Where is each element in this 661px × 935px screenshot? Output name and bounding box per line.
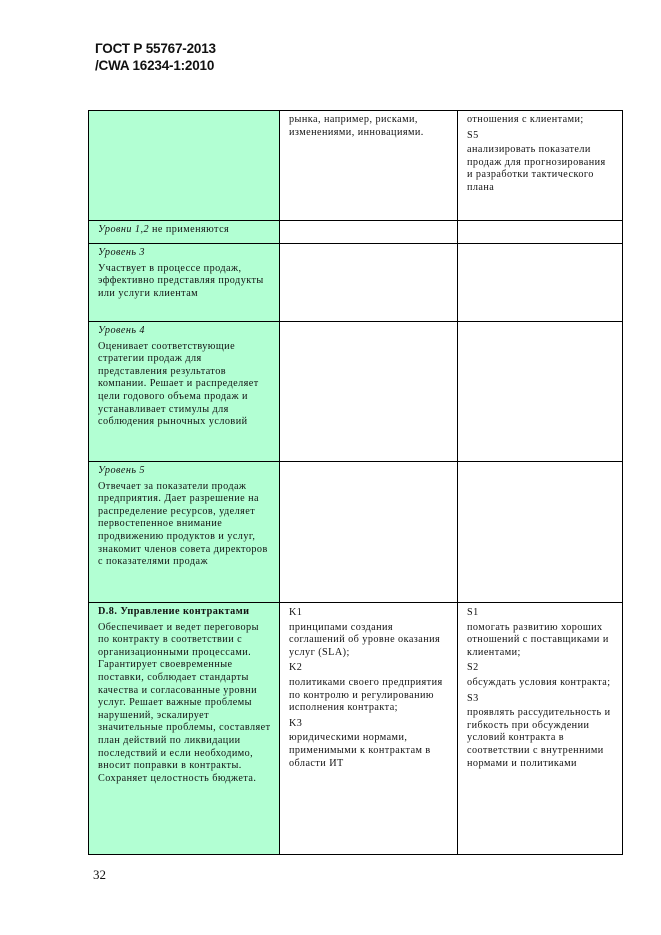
level-text: Отвечает за показатели продаж предприятия. Дает разрешение на распределение ресурсов, уделяет первостепенное внимание продвижению продуктов и услуг, знакомит членов совета директоров с показателями продаж bbox=[98, 480, 268, 568]
level-text: Оценивает соответствующие стратегии продаж для представления результатов компании. Решает и распределяет цели годового объема продаж и устанавливает стимулы для соблюдения рыночных условий bbox=[98, 340, 259, 428]
standard-number: ГОСТ Р 55767-2013 bbox=[95, 41, 216, 56]
empty-cell bbox=[280, 221, 458, 244]
skills-text: помогать развитию хороших отношений с поставщиками и клиентами; bbox=[467, 621, 609, 658]
knowledge-text: принципами создания соглашений об уровне оказания услуг (SLA); bbox=[289, 621, 441, 658]
skill-code: S2 bbox=[467, 662, 479, 674]
skills-text: обсуждать условия контракта; bbox=[467, 676, 611, 688]
competence-cell bbox=[89, 603, 280, 855]
skill-code: S5 bbox=[467, 129, 479, 141]
knowledge-text: политиками своего предприятия по контролю и регулированию исполнения контракта; bbox=[289, 676, 443, 714]
document-header bbox=[95, 40, 216, 74]
skills-text: проявлять рассудительность и гибкость при обсуждении условий контракта в соответствии с внутренними нормами и политиками bbox=[467, 707, 611, 769]
table-row bbox=[89, 111, 623, 221]
level-label: Уровень 5 bbox=[98, 465, 145, 476]
level-cell bbox=[89, 244, 280, 322]
empty-cell bbox=[280, 462, 458, 603]
skills-cell bbox=[458, 111, 623, 221]
skills-text: анализировать показатели продаж для прогнозирования и разработки тактического плана bbox=[467, 144, 606, 193]
table-row bbox=[89, 603, 623, 855]
knowledge-text: рынка, например, рисками, изменениями, инновациями. bbox=[289, 114, 424, 138]
empty-cell bbox=[458, 244, 623, 322]
competence-title: D.8. Управление контрактами bbox=[98, 606, 250, 617]
knowledge-text: юридическими нормами, применимыми к контрактам в области ИТ bbox=[289, 732, 431, 769]
empty-cell bbox=[458, 462, 623, 603]
competence-table bbox=[88, 110, 623, 855]
page-number: 32 bbox=[93, 867, 106, 882]
level-cell bbox=[89, 462, 280, 603]
knowledge-code: K1 bbox=[289, 607, 303, 618]
knowledge-code: K2 bbox=[289, 662, 303, 674]
table-row bbox=[89, 221, 623, 244]
table-row bbox=[89, 244, 623, 322]
skills-text: отношения с клиентами; bbox=[467, 114, 584, 125]
competence-cell bbox=[89, 111, 280, 221]
level-text: Участвует в процессе продаж, эффективно представляя продукты или услуги клиентам bbox=[98, 262, 264, 299]
level-cell bbox=[89, 322, 280, 462]
empty-cell bbox=[280, 322, 458, 462]
knowledge-cell bbox=[280, 111, 458, 221]
level-text: не применяются bbox=[149, 224, 230, 235]
table-row bbox=[89, 322, 623, 462]
skills-cell bbox=[458, 603, 623, 855]
knowledge-cell bbox=[280, 603, 458, 855]
empty-cell bbox=[458, 221, 623, 244]
skill-code: S1 bbox=[467, 607, 479, 618]
standard-reference: /CWA 16234-1:2010 bbox=[95, 58, 215, 73]
level-label: Уровень 4 bbox=[98, 325, 145, 336]
competence-description: Обеспечивает и ведет переговоры по контракту в соответствии с организационными процессами. Гарантирует своевременные поставки, соблюдает стандарты качества и согласованные уровни услуг. Решает важные проблемы нарушений, эскалирует значительные проблемы, составляет план действий по ликвидации последствий и если необходимо, вносит поправки в контракты. Сохраняет целостность бюджета. bbox=[98, 621, 271, 784]
knowledge-code: K3 bbox=[289, 717, 303, 729]
empty-cell bbox=[280, 244, 458, 322]
level-label: Уровни 1,2 bbox=[98, 224, 149, 235]
level-label: Уровень 3 bbox=[98, 247, 145, 258]
empty-cell bbox=[458, 322, 623, 462]
table-row bbox=[89, 462, 623, 603]
skill-code: S3 bbox=[467, 692, 479, 704]
level-cell bbox=[89, 221, 280, 244]
